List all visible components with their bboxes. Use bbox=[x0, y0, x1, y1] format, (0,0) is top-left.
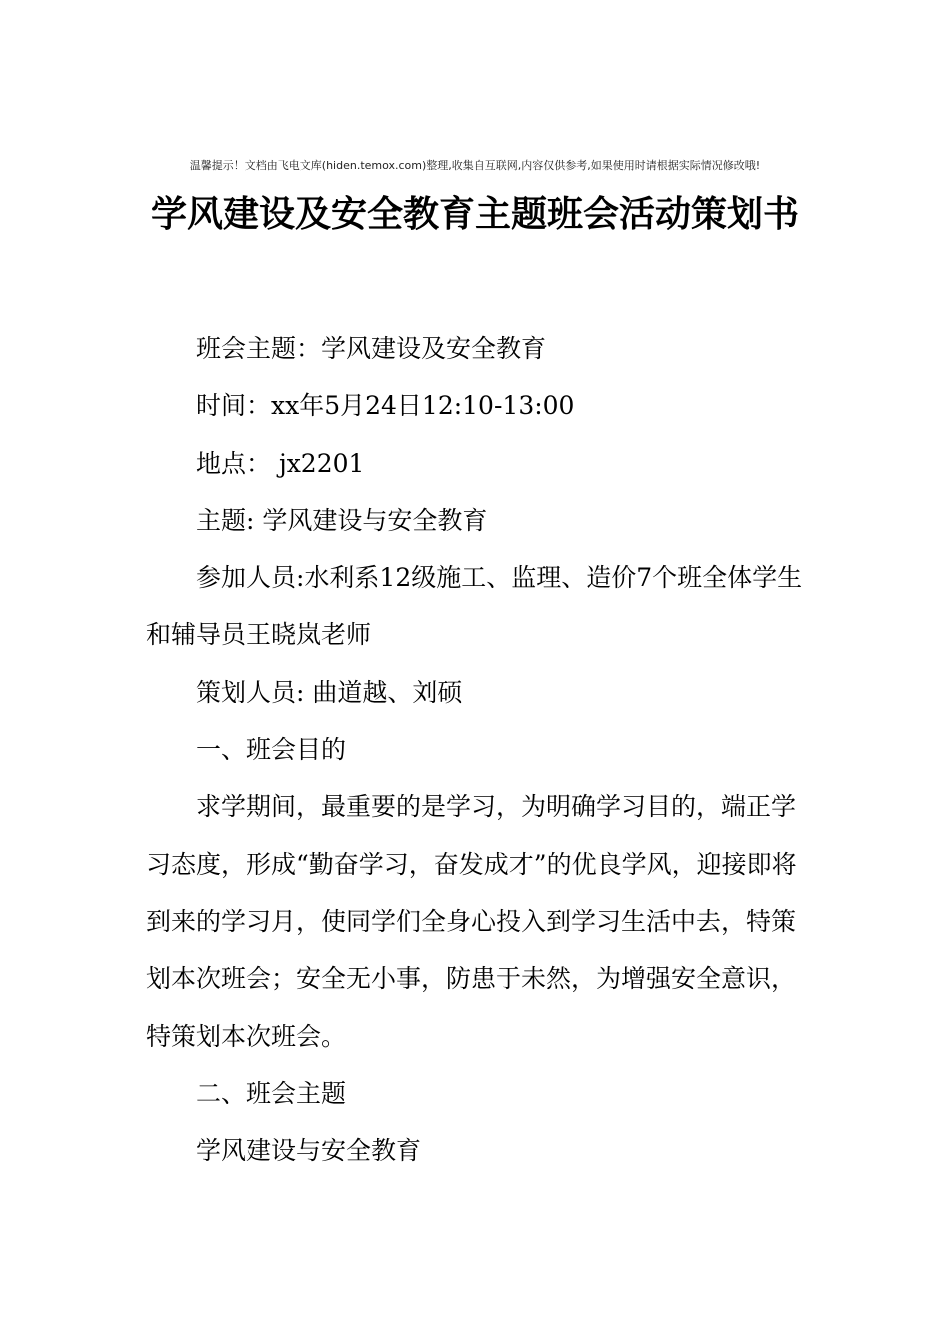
paragraph-purpose: 求学期间，最重要的是学习，为明确学习目的，端正学习态度，形成“勤奋学习，奋发成才”的优良学风，迎接即将到来的学习月，使同学们全身心投入到学习生活中去，特策划本次班会；安全无小事，防患于未然，为增强安全意识，特策划本次班会。 bbox=[146, 792, 797, 1051]
header-notice: 温馨提示！文档由飞电文库(hiden.temox.com)整理,收集自互联网,内容仅供参考,如果使用时请根据实际情况修改哦! bbox=[189, 159, 761, 172]
paragraph-meeting-theme: 班会主题：学风建设及安全教育 bbox=[196, 334, 547, 363]
document-body bbox=[146, 320, 810, 1179]
paragraph-topic: 主题: 学风建设与安全教育 bbox=[196, 505, 488, 535]
document-title: 学风建设及安全教育主题班会活动策划书 bbox=[150, 194, 799, 235]
paragraph-time: 时间：xx年5月24日12:10-13:00 bbox=[196, 391, 575, 421]
section-heading-theme: 二、班会主题 bbox=[196, 1078, 347, 1108]
section-heading-purpose: 一、班会目的 bbox=[196, 735, 347, 765]
paragraph-participants: 参加人员:水利系12级施工、监理、造价7个班全体学生和辅导员王晓岚老师 bbox=[146, 563, 803, 650]
paragraph-location: 地点： jx2201 bbox=[196, 448, 365, 478]
paragraph-theme: 学风建设与安全教育 bbox=[196, 1136, 422, 1166]
paragraph-planners: 策划人员: 曲道越、刘硕 bbox=[196, 677, 463, 707]
